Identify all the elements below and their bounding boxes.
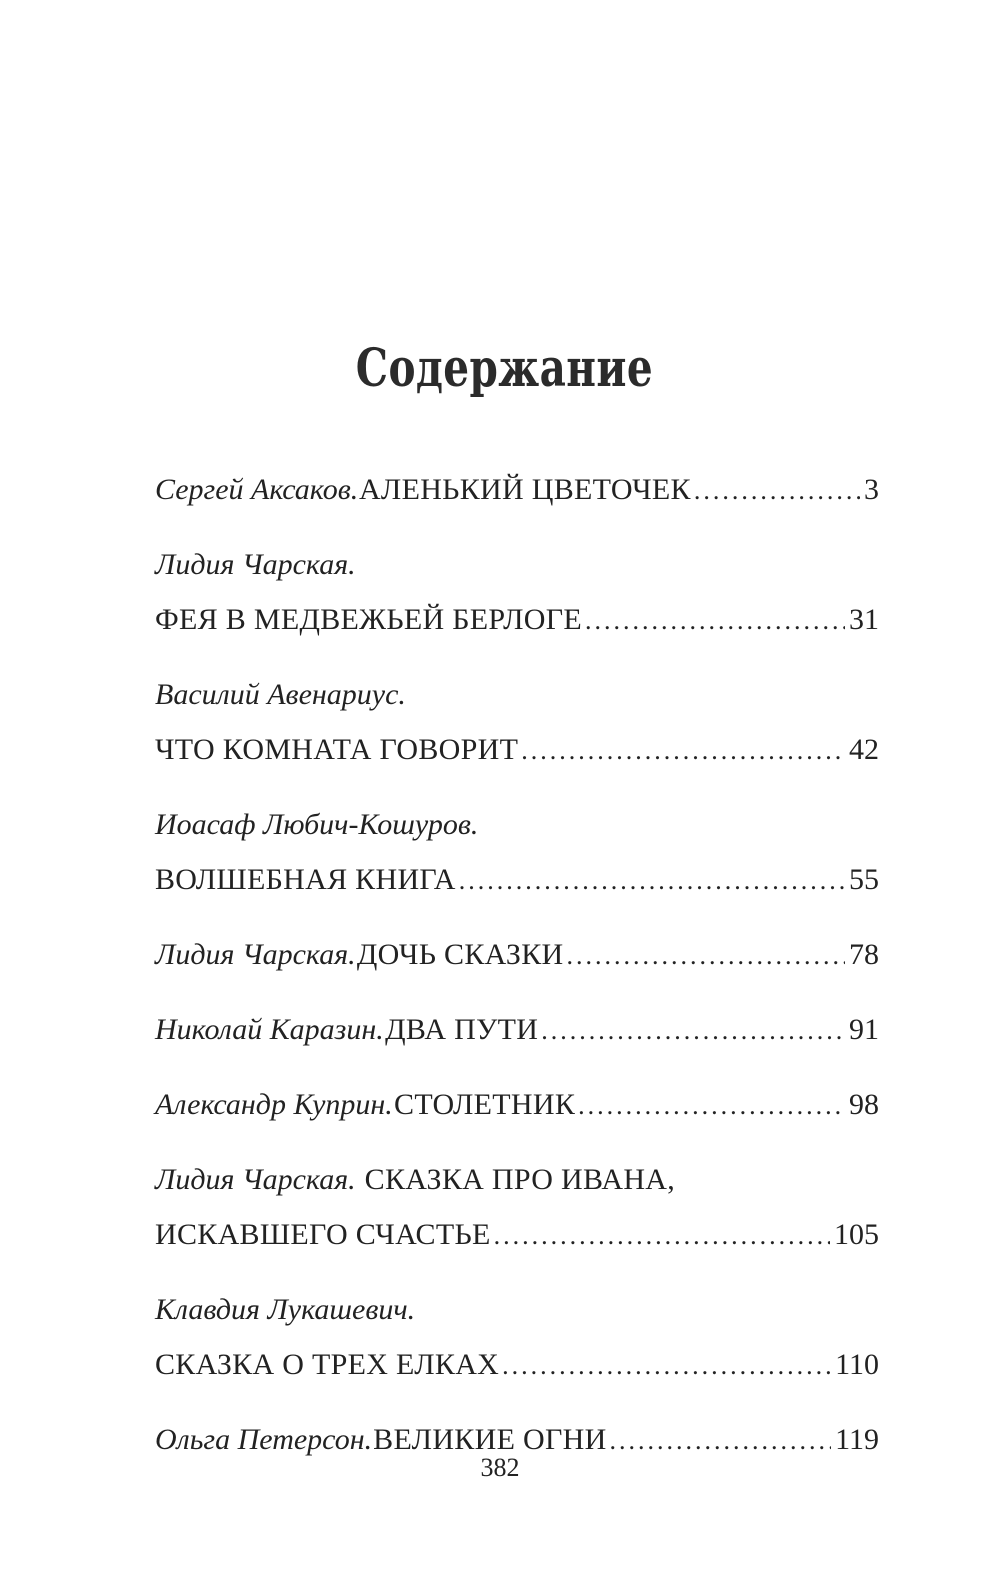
toc-title: АЛЕНЬКИЙ ЦВЕТОЧЕК (358, 473, 691, 506)
toc-author: Лидия Чарская. (155, 548, 356, 581)
toc-author: Николай Каразин. (155, 1013, 384, 1046)
toc-entry[interactable] (155, 537, 879, 648)
toc-title-line1: СКАЗКА ПРО ИВАНА, (364, 1163, 676, 1196)
toc-author: Лидия Чарская. (155, 1163, 356, 1196)
toc-title: ВОЛШЕБНАЯ КНИГА (155, 863, 456, 896)
toc-title: ЧТО КОМНАТА ГОВОРИТ (155, 733, 519, 766)
dot-leader (578, 1078, 845, 1133)
toc-author: Клавдия Лукашевич. (155, 1293, 416, 1326)
toc-author: Александр Куприн. (155, 1088, 393, 1121)
toc-author: Сергей Аксаков. (155, 473, 359, 506)
toc-title: ДОЧЬ СКАЗКИ (356, 938, 564, 971)
page-number: 382 (480, 1453, 520, 1482)
toc-entry[interactable] (155, 1152, 879, 1263)
toc-page-number: 119 (835, 1423, 879, 1456)
toc-author: Иоасаф Любич-Кошуров. (155, 808, 479, 841)
dot-leader (541, 1003, 845, 1058)
dot-leader (494, 1208, 830, 1263)
toc-page-number: 3 (864, 473, 879, 506)
toc-page-number: 110 (835, 1348, 879, 1381)
toc-title-line2: ИСКАВШЕГО СЧАСТЬЕ (155, 1218, 491, 1251)
toc-page-number: 78 (849, 938, 879, 971)
toc-page-number: 91 (849, 1013, 879, 1046)
table-of-contents (155, 462, 879, 1487)
dot-leader (521, 723, 845, 778)
dot-leader (585, 593, 845, 648)
toc-title: СКАЗКА О ТРЕХ ЕЛКАХ (155, 1348, 500, 1381)
toc-title: СТОЛЕТНИК (394, 1088, 576, 1121)
toc-title: ФЕЯ В МЕДВЕЖЬЕЙ БЕРЛОГЕ (155, 603, 583, 636)
dot-leader (694, 463, 860, 518)
toc-title: ВЕЛИКИЕ ОГНИ (373, 1423, 607, 1456)
toc-author: Лидия Чарская. (155, 938, 356, 971)
toc-title: ДВА ПУТИ (385, 1013, 539, 1046)
toc-page-number: 98 (849, 1088, 879, 1121)
toc-entry[interactable] (155, 927, 879, 983)
toc-author: Ольга Петерсон. (155, 1423, 373, 1456)
toc-entry[interactable] (155, 797, 879, 908)
toc-entry[interactable] (155, 667, 879, 778)
toc-page-number: 55 (849, 863, 879, 896)
toc-entry[interactable] (155, 1282, 879, 1393)
toc-page-number: 42 (849, 733, 879, 766)
toc-entry[interactable] (155, 1002, 879, 1058)
toc-page-number: 31 (849, 603, 879, 636)
page-title: Содержание (355, 338, 654, 399)
dot-leader (459, 853, 845, 908)
toc-author: Василий Авенариус. (155, 678, 406, 711)
dot-leader (502, 1338, 831, 1393)
dot-leader (566, 928, 845, 983)
toc-entry[interactable] (155, 1077, 879, 1133)
toc-page-number: 105 (834, 1218, 879, 1251)
toc-entry[interactable] (155, 462, 879, 518)
